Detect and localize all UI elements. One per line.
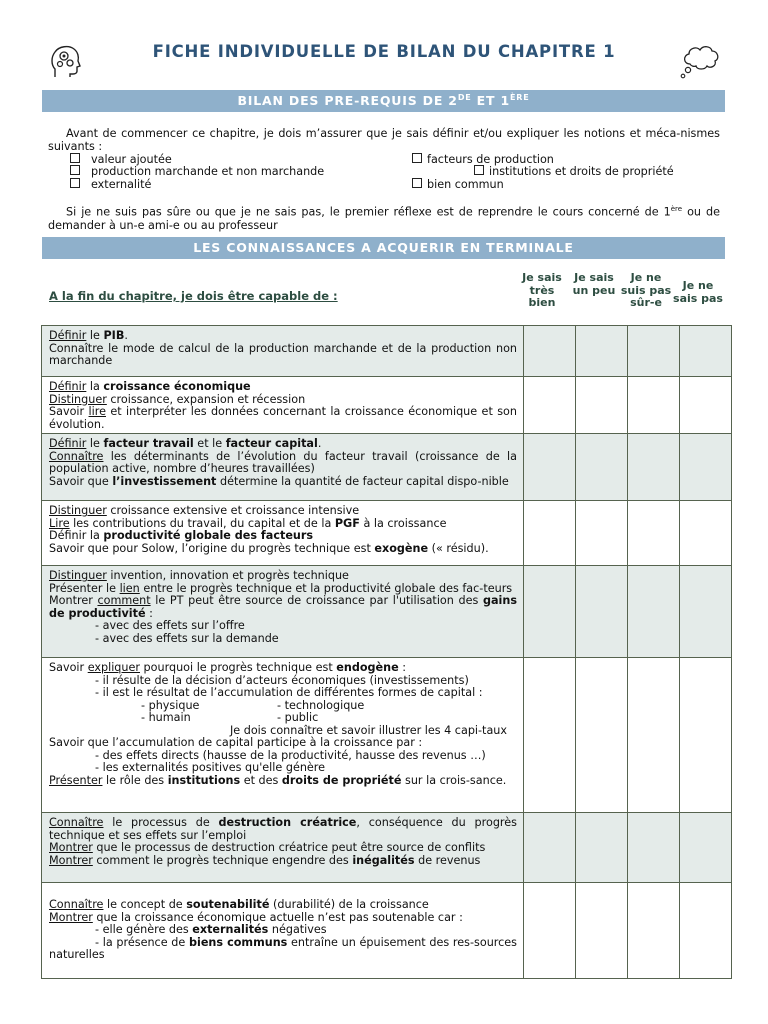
rating-cell[interactable]: [576, 377, 628, 434]
rating-cell[interactable]: [628, 434, 680, 501]
rating-cell[interactable]: [576, 658, 628, 813]
rating-cell[interactable]: [628, 813, 680, 883]
table-row: [42, 883, 732, 979]
table-row: [42, 566, 732, 658]
rating-cell[interactable]: [576, 501, 628, 566]
checkbox-item[interactable]: facteurs de production: [412, 153, 554, 166]
prereq-banner: BILAN DES PRE-REQUIS DE 2DE ET 1ÈRE: [42, 90, 725, 112]
skill-description: Définir le PIB. Connaître le mode de calcul de la production marchande et de la production non marchande: [42, 326, 524, 377]
skill-description: Connaître le processus de destruction créatrice, conséquence du progrès technique et ses effets sur l’emploi Montrer que le processus de destruction créatrice peut être source de conflits Montrer comment le progrès technique engendre des inégalités de revenus: [42, 813, 524, 883]
table-row: [42, 434, 732, 501]
checkbox-item[interactable]: valeur ajoutée: [70, 153, 172, 166]
rating-cell[interactable]: [524, 566, 576, 658]
skill-description: Savoir expliquer pourquoi le progrès technique est endogène : - il résulte de la décision d’acteurs économiques (investissements) - il est le résultat de l’accumulation de différentes formes de capital : - physique - technologique - humain - public Je dois connaître et savoir illustrer les 4 capi-taux Savoir que l’accumulation de capital participe à la croissance par : - des effets directs (hausse de la productivité, hausse des revenus …) - les externalités positives qu'elle génère Présenter le rôle des institutions et des droits de propriété sur la crois-sance.: [42, 658, 524, 813]
checkbox-item[interactable]: externalité: [70, 178, 151, 191]
rating-cell[interactable]: [680, 326, 732, 377]
column-header: Je sais un peu: [572, 271, 616, 297]
rating-cell[interactable]: [524, 501, 576, 566]
rating-cell[interactable]: [524, 434, 576, 501]
rating-cell[interactable]: [576, 566, 628, 658]
rating-cell[interactable]: [524, 813, 576, 883]
column-header: Je ne suis pas sûr-e: [620, 271, 672, 309]
rating-cell[interactable]: [524, 326, 576, 377]
checkbox-box[interactable]: [412, 178, 422, 188]
checkbox-box[interactable]: [474, 165, 484, 175]
rating-cell[interactable]: [628, 566, 680, 658]
table-row: [42, 658, 732, 813]
prereq-intro: Avant de commencer ce chapitre, je dois m’assurer que je sais définir et/ou expliquer les notions et méca-nismes suivants :: [48, 127, 720, 153]
rating-cell[interactable]: [680, 566, 732, 658]
rating-cell[interactable]: [524, 883, 576, 979]
table-row: [42, 326, 732, 377]
skill-description: Définir le facteur travail et le facteur capital. Connaître les déterminants de l’évolution du facteur travail (croissance de la population active, nombre d’heures travaillées) Savoir que l’investissement détermine la quantité de facteur capital dispo-nible: [42, 434, 524, 501]
checkbox-item[interactable]: production marchande et non marchande: [70, 165, 324, 178]
rating-cell[interactable]: [628, 326, 680, 377]
rating-cell[interactable]: [576, 326, 628, 377]
skill-description: Définir la croissance économique Distinguer croissance, expansion et récession Savoir lire et interpréter les données concernant la croissance économique et son évolution.: [42, 377, 524, 434]
rating-cell[interactable]: [628, 377, 680, 434]
checkbox-box[interactable]: [412, 153, 422, 163]
checkbox-item[interactable]: bien commun: [412, 178, 504, 191]
rating-cell[interactable]: [628, 501, 680, 566]
rating-cell[interactable]: [680, 658, 732, 813]
rating-cell[interactable]: [524, 658, 576, 813]
table-row: [42, 377, 732, 434]
skill-description: Connaître le concept de soutenabilité (durabilité) de la croissance Montrer que la croissance économique actuelle n’est pas soutenable car : - elle génère des externalités négatives - la présence de biens communs entraîne un épuisement des res-sources naturelles: [42, 883, 524, 979]
column-header: Je sais très bien: [522, 271, 562, 309]
skill-description: Distinguer croissance extensive et croissance intensive Lire les contributions du travail, du capital et de la PGF à la croissance Définir la productivité globale des facteurs Savoir que pour Solow, l’origine du progrès technique est exogène (« résidu).: [42, 501, 524, 566]
rating-cell[interactable]: [524, 377, 576, 434]
rating-cell[interactable]: [576, 813, 628, 883]
rating-cell[interactable]: [680, 813, 732, 883]
table-row: [42, 501, 732, 566]
table-row: [42, 813, 732, 883]
capable-heading: A la fin du chapitre, je dois être capable de :: [49, 289, 338, 303]
column-header: Je ne sais pas: [673, 279, 723, 305]
rating-cell[interactable]: [628, 658, 680, 813]
rating-cell[interactable]: [680, 434, 732, 501]
checkbox-box[interactable]: [70, 165, 80, 175]
rating-cell[interactable]: [628, 883, 680, 979]
prereq-advice: Si je ne suis pas sûre ou que je ne sais pas, le premier réflexe est de reprendre le cours concerné de 1ère ou de demander à un-e ami-e ou au professeur: [48, 205, 720, 232]
rating-cell[interactable]: [576, 434, 628, 501]
rating-cell[interactable]: [576, 883, 628, 979]
thought-bubble-icon: [678, 44, 722, 82]
rating-cell[interactable]: [680, 377, 732, 434]
skill-description: Distinguer invention, innovation et progrès technique Présenter le lien entre le progrès technique et la productivité globale des fac-teurs Montrer comment le PT peut être source de croissance par l'utilisation des gains de productivité : - avec des effets sur l’offre - avec des effets sur la demande: [42, 566, 524, 658]
page-title: FICHE INDIVIDUELLE DE BILAN DU CHAPITRE 1: [152, 42, 616, 61]
checkbox-box[interactable]: [70, 178, 80, 188]
checkbox-item[interactable]: institutions et droits de propriété: [474, 165, 674, 178]
skills-table: [41, 325, 732, 979]
rating-cell[interactable]: [680, 501, 732, 566]
rating-cell[interactable]: [680, 883, 732, 979]
checkbox-box[interactable]: [70, 153, 80, 163]
knowledge-banner: LES CONNAISSANCES A ACQUERIR EN TERMINALE: [42, 237, 725, 259]
